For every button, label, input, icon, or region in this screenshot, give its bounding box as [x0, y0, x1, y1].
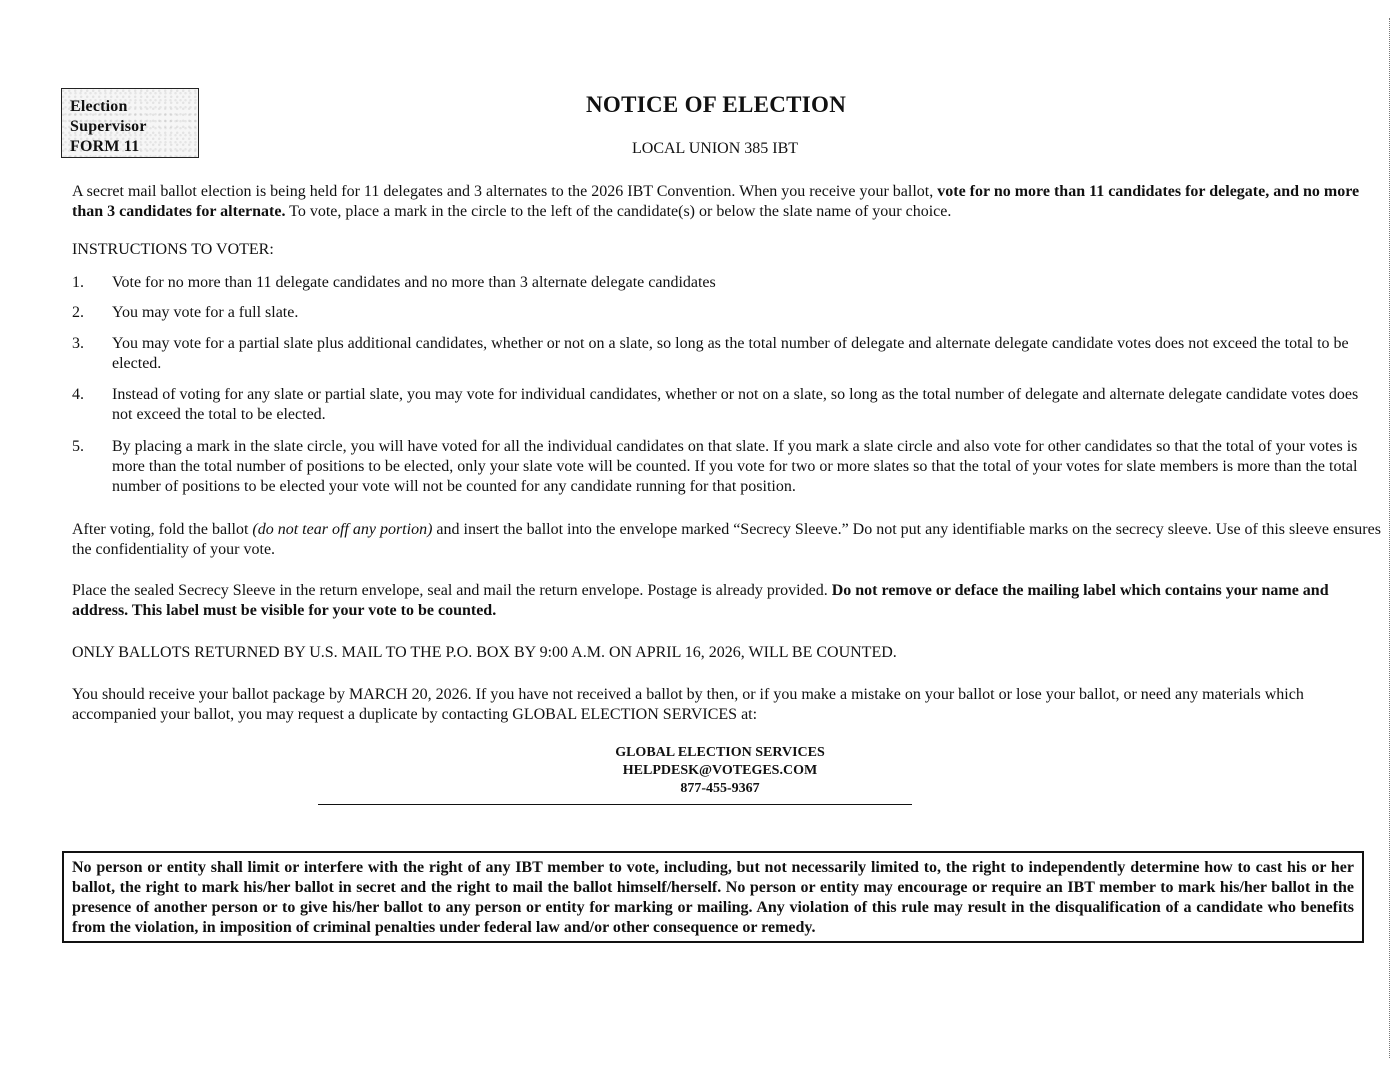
instruction-number: 4.	[72, 386, 84, 403]
place-sealed-bold-text: Do not remove or deface the mailing label which contains your name and address. This label must be visible for your vote to be counted.	[72, 582, 1329, 619]
form-label-line-3: FORM 11	[70, 138, 140, 155]
place-sealed-paragraph	[72, 581, 1382, 621]
voting-rights-notice: No person or entity shall limit or interfere with the right of any IBT member to vote, including, but not necessarily limited to, the right to independently determine how to cast his or her ballot, the right to mark his/her ballot in secret and the right to mail the ballot himself/herself. No person or entity may encourage or require an IBT member to mark his/her ballot in the presence of another person or to give his/her ballot to any person or entity for marking or mailing. Any violation of this rule may result in the disqualification of a candidate who benefits from the violation, in imposition of criminal penalties under federal law and/or other consequence or remedy.	[62, 851, 1364, 943]
form-label-box	[61, 88, 199, 158]
form-label-line-2: Supervisor	[70, 118, 147, 135]
instruction-item	[72, 303, 1362, 323]
intro-paragraph	[72, 182, 1382, 222]
after-voting-text-1: After voting, fold the ballot	[72, 521, 253, 538]
page-subtitle: LOCAL UNION 385 IBT	[632, 140, 799, 157]
contact-email: HELPDESK@VOTEGES.COM	[622, 763, 818, 778]
instruction-number: 5.	[72, 438, 84, 455]
after-voting-text-2: and insert the ballot into the envelope marked “Secrecy Sleeve.” Do not put any identifiable marks on the secrecy sleeve. Use of this sleeve ensures the confidentiality of your vote.	[72, 521, 1381, 558]
deadline-paragraph: ONLY BALLOTS RETURNED BY U.S. MAIL TO THE P.O. BOX BY 9:00 A.M. ON APRIL 16, 2026, WILL BE COUNTED.	[72, 644, 897, 661]
intro-bold-text: vote for no more than 11 candidates for delegate, and no more than 3 candidates for alternate.	[72, 183, 1360, 220]
instruction-item	[72, 273, 1362, 293]
contact-block	[560, 744, 880, 798]
instruction-number: 2.	[72, 304, 84, 321]
intro-text-1: A secret mail ballot election is being held for 11 delegates and 3 alternates to the 2026 IBT Convention. When you receive your ballot,	[72, 183, 938, 200]
form-label-line-1: Election	[70, 98, 128, 115]
instruction-number: 3.	[72, 335, 84, 352]
instruction-text: You may vote for a partial slate plus additional candidates, whether or not on a slate, so long as the total number of delegate and alternate delegate candidate votes does not exceed the total to be elected.	[112, 335, 1349, 372]
instruction-text: By placing a mark in the slate circle, you will have voted for all the individual candidates on that slate. If you mark a slate circle and also vote for other candidates so that the total of your votes is more than the total number of positions to be elected, only your slate vote will be counted. If you vote for two or more slates so that the total of your votes for slate members is more than the total number of positions to be elected your vote will not be counted for any candidate running for that position.	[112, 438, 1358, 495]
after-voting-italic-text: (do not tear off any portion)	[252, 521, 433, 538]
instruction-text: You may vote for a full slate.	[112, 304, 299, 321]
instruction-text: Instead of voting for any slate or partial slate, you may vote for individual candidates, whether or not on a slate, so long as the total number of delegate and alternate delegate candidate votes does not exceed the total to be elected.	[112, 386, 1359, 423]
instruction-text: Vote for no more than 11 delegate candidates and no more than 3 alternate delegate candidates	[112, 274, 716, 291]
scan-edge-line	[1389, 18, 1390, 1058]
receive-paragraph: You should receive your ballot package by MARCH 20, 2026. If you have not received a ballot by then, or if you make a mistake on your ballot or lose your ballot, or need any materials which accompanied your ballot, you may request a duplicate by contacting GLOBAL ELECTION SERVICES at:	[72, 686, 1304, 723]
place-sealed-text: Place the sealed Secrecy Sleeve in the return envelope, seal and mail the return envelope. Postage is already provided.	[72, 582, 832, 599]
intro-text-2: To vote, place a mark in the circle to the left of the candidate(s) or below the slate name of your choice.	[285, 203, 952, 220]
instruction-item	[72, 437, 1362, 497]
instruction-item	[72, 385, 1362, 425]
contact-name: GLOBAL ELECTION SERVICES	[615, 745, 825, 760]
after-voting-paragraph	[72, 520, 1382, 560]
instruction-item	[72, 334, 1362, 374]
divider-line	[318, 804, 912, 805]
contact-phone: 877-455-9367	[680, 781, 760, 796]
instruction-number: 1.	[72, 274, 84, 291]
instructions-heading: INSTRUCTIONS TO VOTER:	[72, 241, 274, 258]
page-title: NOTICE OF ELECTION	[586, 92, 847, 117]
